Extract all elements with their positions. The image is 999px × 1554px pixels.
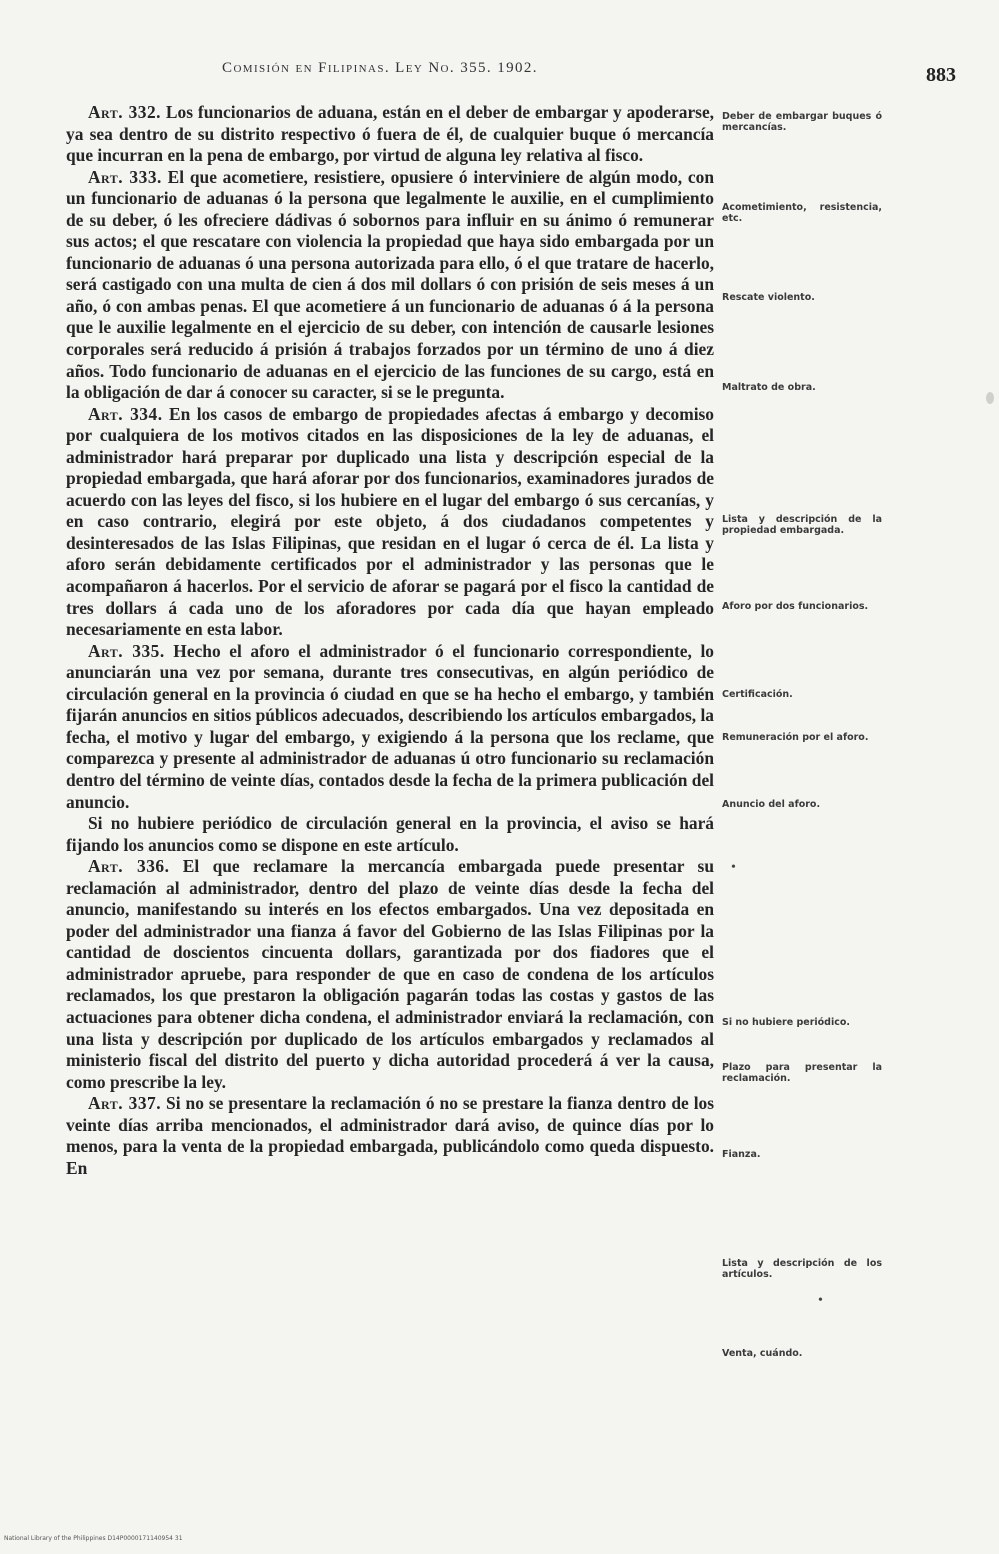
margin-note: Lista y descripción de la propiedad embargada. bbox=[722, 514, 882, 536]
margin-note: Lista y descripción de los artículos. bbox=[722, 1258, 882, 1280]
margin-note: Rescate violento. bbox=[722, 292, 815, 303]
margin-note: Deber de embargar buques ó mercancías. bbox=[722, 111, 882, 133]
paragraph-art-335-cont bbox=[66, 813, 714, 856]
page-smudge bbox=[986, 392, 994, 404]
page-number: 883 bbox=[926, 64, 956, 86]
ink-mark: • bbox=[818, 1293, 823, 1308]
margin-note: Remuneración por el aforo. bbox=[722, 732, 869, 743]
paragraph-text: Hecho el aforo el administrador ó el funcionario correspondiente, lo anunciarán una vez por semana, durante tres consecutivas, en algún periódico de circulación general en la provincia ó ciudad en que se ha hecho el embargo, y también fijarán anuncios en sitios públicos adecuados, describiendo los artículos embargados, la fecha, el motivo y lugar del embargo, y exigiendo á la persona que los reclame, que comparezca y presente al administrador de aduanas ú otro funcionario su reclamación dentro del término de veinte días, contados desde la fecha de la primera publicación del anuncio. bbox=[66, 640, 714, 812]
running-header: Comisión en Filipinas. Ley No. 355. 1902. bbox=[222, 60, 538, 76]
margin-note: Fianza. bbox=[722, 1149, 761, 1160]
body-text bbox=[66, 102, 714, 1179]
margin-note: Aforo por dos funcionarios. bbox=[722, 601, 869, 612]
paragraph-art-333 bbox=[66, 167, 714, 404]
margin-note: Venta, cuándo. bbox=[722, 1348, 803, 1359]
paragraph-text: Los funcionarios de aduana, están en el deber de embargar y apoderarse, ya sea dentro de su distrito respectivo ó fuera de él, de cualquier buque ó mercancía que incurran en la pena de embargo, por virtud de alguna ley relativa al fisco. bbox=[66, 102, 715, 166]
ink-mark: • bbox=[731, 860, 736, 875]
article-number: Art. 337. bbox=[88, 1093, 162, 1114]
paragraph-text: Si no hubiere periódico de circulación general en la provincia, el aviso se hará fijando los anuncios como se dispone en este artículo. bbox=[66, 813, 714, 855]
article-number: Art. 334. bbox=[88, 403, 163, 424]
article-number: Art. 335. bbox=[88, 640, 165, 661]
paragraph-text: En los casos de embargo de propiedades afectas á embargo y decomiso por cualquiera de los motivos citados en las disposiciones de la ley de aduanas, el administrador hará preparar por duplicado una lista y descripción especial de la propiedad embargada, que hará aforar por dos funcionarios, examinadores jurados de acuerdo con las leyes del fisco, si los hubiere en el lugar del embargo ó sus cercanías, y en caso contrario, elegirá por este objeto, á dos ciudadanos competentes y desinteresados de las Islas Filipinas, que residan en el lugar ó cerca de él. La lista y aforo serán debidamente certificados por el administrador y las personas que le acompañaron á hacerlos. Por el servicio de aforar se pagará por el fisco la cantidad de tres dollars á cada uno de los aforadores por cada día que hayan empleado necesariamente en esta labor. bbox=[66, 403, 715, 640]
digitization-footer: National Library of the Philippines D14P0000171140954 31 bbox=[4, 1535, 183, 1542]
margin-note: Certificación. bbox=[722, 689, 793, 700]
margin-note: Si no hubiere periódico. bbox=[722, 1017, 850, 1028]
margin-note: Plazo para presentar la reclamación. bbox=[722, 1062, 882, 1084]
article-number: Art. 333. bbox=[88, 166, 162, 187]
paragraph-art-334 bbox=[66, 404, 714, 641]
paragraph-art-332 bbox=[66, 102, 714, 167]
paragraph-text: El que acometiere, resistiere, opusiere ó interviniere de algún modo, con un funcionario de aduanas ó la persona que legalmente le auxilie, en el cumplimiento de su deber, ó les ofreciere dádivas ó sobornos para influir en su ánimo ó remunerar sus actos; el que rescatare con violencia la propiedad que haya sido embargada por un funcionario de aduanas ó una persona autorizada para ello, ó el que tratare de hacerlo, será castigado con una multa de cien á dos mil dollars ó con prisión de seis meses á un año, ó con ambas penas. El que acometiere á un funcionario de aduanas ó á la persona que le auxilie legalmente en el ejercicio de su deber, con intención de causarle lesiones corporales será reducido á prisión á trabajos forzados por un término de uno á diez años. Todo funcionario de aduanas en el ejercicio de las funciones de su cargo, está en la obligación de dar á conocer su caracter, si se le pregunta. bbox=[66, 166, 715, 403]
paragraph-art-337 bbox=[66, 1093, 714, 1179]
paragraph-art-336 bbox=[66, 856, 714, 1093]
paragraph-text: El que reclamare la mercancía embargada puede presentar su reclamación al administrador, dentro del plazo de veinte días desde la fecha del anuncio, manifestando su interés en los efectos embargados. Una vez depositada en poder del administrador una fianza á favor del Gobierno de las Islas Filipinas por la cantidad de doscientos cincuenta dollars, garantizada por dos fiadores que el administrador apruebe, para responder de que en caso de condena de los artículos reclamados, los que prestaron la obligación pagarán todas las costas y gastos de las actuaciones para obtener dicha condena, el administrador enviará la reclamación, con una lista y descripción por duplicado de los artículos embargados y reclamados al ministerio fiscal del distrito del puerto y dicha autoridad procederá á ver la causa, como prescribe la ley. bbox=[66, 856, 714, 1092]
margin-note: Anuncio del aforo. bbox=[722, 799, 821, 810]
paragraph-art-335 bbox=[66, 641, 714, 813]
margin-note: Maltrato de obra. bbox=[722, 382, 816, 393]
article-number: Art. 332. bbox=[88, 102, 162, 122]
margin-note: Acometimiento, resistencia, etc. bbox=[722, 202, 882, 224]
article-number: Art. 336. bbox=[88, 856, 170, 877]
paragraph-text: Si no se presentare la reclamación ó no se prestare la fianza dentro de los veinte días arriba mencionados, el administrador dará aviso, de quince días por lo menos, para la venta de la propiedad embargada, publicándolo como queda dispuesto. En bbox=[66, 1093, 714, 1178]
